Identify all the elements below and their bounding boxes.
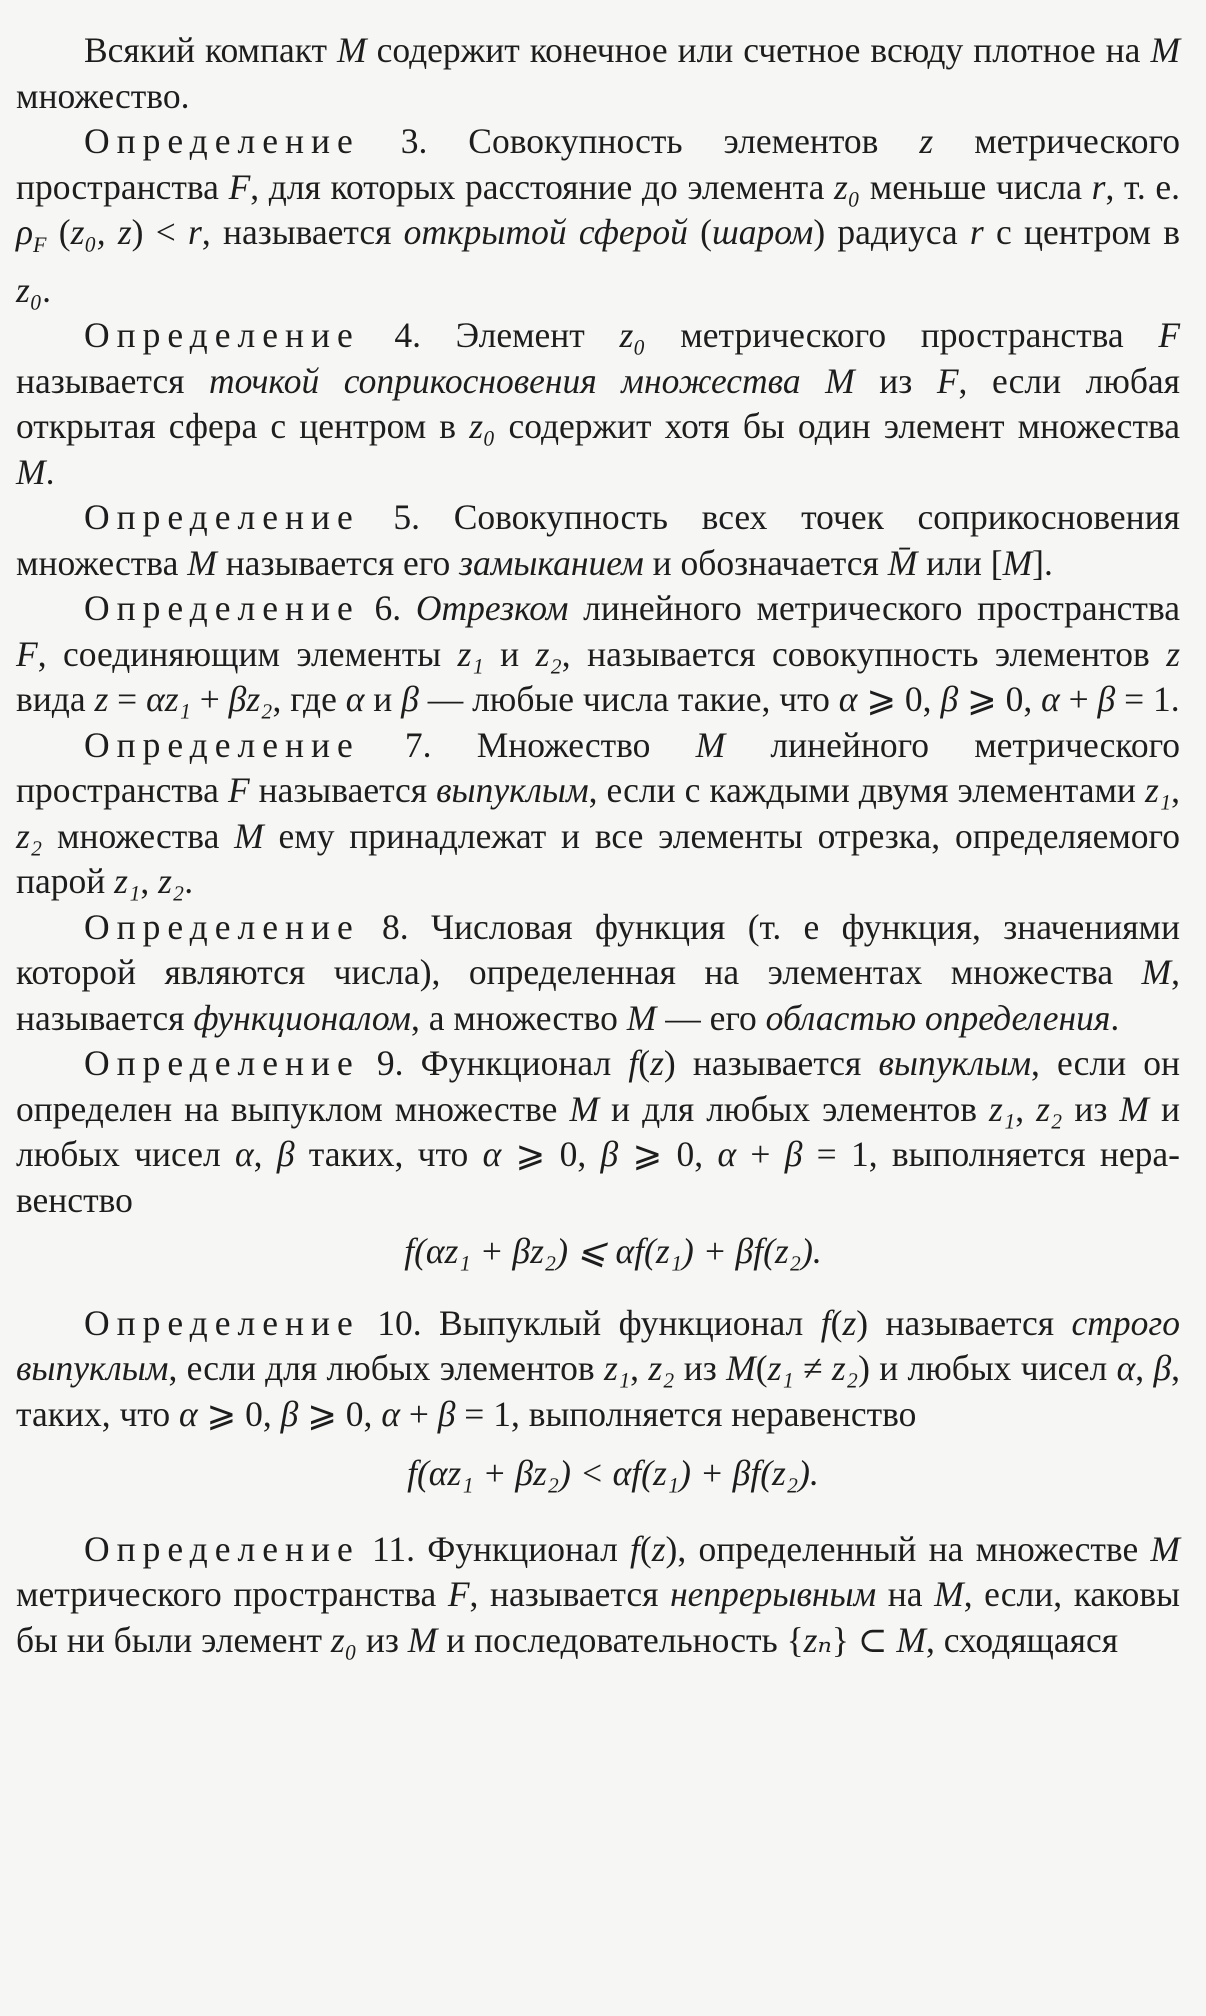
text-run: , если с каждыми двумя элементами (588, 770, 1145, 811)
formula-f1 (16, 1229, 1180, 1275)
text-run: β (600, 1134, 619, 1175)
paragraph-p7 (16, 723, 1180, 905)
text-run: и обозначается (643, 542, 888, 583)
text-run: z (650, 1043, 664, 1084)
definition-label: Определение (84, 497, 360, 538)
paragraph-p9 (16, 1041, 1180, 1223)
text-run: ( (639, 1528, 652, 1569)
text-run: z (1166, 633, 1181, 674)
text-run: , таких, что (16, 1348, 1181, 1434)
text-run: , называется (16, 952, 1180, 1038)
text-run: βz₂ (228, 679, 273, 720)
text-run: ⩾ 0, (618, 1134, 718, 1175)
text-run: F (227, 770, 250, 811)
text-run: 11. Функционал (359, 1528, 631, 1569)
text-run: z (842, 1302, 857, 1343)
text-run: z₁ (114, 861, 141, 902)
text-run: с центром в (983, 212, 1180, 252)
text-run: ) и любых чисел (858, 1348, 1117, 1389)
text-run: M (407, 1619, 438, 1660)
text-run: ) радиуса (813, 212, 970, 252)
text-run: называется (249, 770, 437, 811)
text-run: M (337, 30, 367, 70)
text-run: , называется (469, 1574, 671, 1615)
text-run: z (94, 679, 109, 720)
text-run: F (1158, 315, 1180, 356)
text-run: . (1110, 997, 1120, 1038)
definition-label: Определение (84, 1302, 360, 1343)
text-run: z₂ (1036, 1088, 1063, 1129)
paragraph-p4 (16, 313, 1180, 495)
text-run: 5. Совокупность всех точек соприкосновения множества (16, 497, 1180, 583)
text-run: = 1. (1115, 679, 1180, 720)
definition-label: Определение (84, 1528, 360, 1569)
definition-label: Определение (84, 1043, 360, 1084)
text-run: z₁ (767, 1348, 794, 1389)
text-run: и любых чисел (16, 1088, 1180, 1175)
text-run: M (1150, 1528, 1180, 1569)
text-run: M (695, 724, 726, 765)
text-run: множество. (16, 75, 190, 116)
text-run: β (1097, 679, 1116, 720)
text-run: строго выпуклым (16, 1302, 1181, 1389)
text-run: линейного метрического пространства (16, 724, 1181, 811)
text-run: Всякий компакт (84, 30, 338, 70)
text-run: , т. е. (1105, 166, 1180, 207)
text-run: + (399, 1393, 438, 1434)
definition-label: Определение (84, 315, 360, 356)
text-run: выпуклым (436, 770, 589, 811)
text-run: M (1002, 542, 1033, 583)
text-run: , (1135, 1348, 1154, 1389)
text-run: метрического пространства (16, 1574, 448, 1615)
text-run: или [ (917, 542, 1003, 583)
text-run: M (187, 542, 217, 583)
text-run: на (876, 1574, 935, 1615)
text-run: β (784, 1134, 803, 1175)
text-run: α (178, 1393, 198, 1434)
text-run: содержит хотя бы один элемент множества (495, 406, 1181, 447)
text-run: точкой соприкосновения множества (209, 360, 801, 401)
text-run: , (630, 1348, 649, 1389)
text-run: = 1, выполняется неравенство (16, 1134, 1180, 1220)
text-run: метрического пространства (16, 121, 1180, 207)
text-run: z₀ (330, 1619, 358, 1660)
text-run: ) < (131, 212, 188, 252)
text-run: + (190, 679, 229, 720)
text-run: zₙ (803, 1619, 832, 1660)
text-run: метрического пространства (645, 315, 1159, 356)
text-run: M (16, 451, 46, 492)
text-run: r (1091, 166, 1106, 207)
text-run: z₀ (619, 315, 646, 356)
text-run: z (919, 121, 934, 161)
text-run: M (1119, 1088, 1149, 1129)
text-run: z₀ (16, 269, 43, 310)
text-run: меньше числа (860, 166, 1092, 207)
text-run: , (140, 861, 159, 902)
text-run: и (364, 679, 402, 720)
text-run: шаром (711, 212, 814, 252)
text-run: M (1150, 30, 1181, 70)
text-run: z₂ (16, 815, 43, 856)
definition-label: Определение (84, 724, 360, 765)
text-run: F (447, 1574, 470, 1615)
text-run: таких, что (294, 1134, 483, 1175)
text-run: содержит конечное или счетное всюду плотное на (366, 30, 1151, 70)
text-run: , (253, 1134, 277, 1175)
text-run: непрерывным (670, 1574, 877, 1615)
text-run: F (936, 360, 959, 401)
text-run: f (820, 1302, 831, 1343)
text-run: ⩾ 0, (958, 679, 1042, 720)
text-run: z (651, 1528, 666, 1569)
text-run: α (381, 1393, 400, 1434)
definition-label: Определение (84, 588, 360, 629)
text-run: α (838, 679, 858, 720)
text-run: 8. Числовая функция (т. е функция, значениями которой являются числа), определенная на элементах множества (16, 906, 1180, 993)
paragraph-p6 (16, 586, 1180, 723)
text-run: α (482, 1134, 502, 1175)
text-run: линейного метрического пространства (568, 588, 1180, 629)
text-run: ( (830, 1302, 843, 1343)
text-run: вида (16, 679, 95, 720)
text-run: β (1153, 1348, 1172, 1389)
text-run: α (717, 1134, 737, 1175)
text-run: M (726, 1348, 756, 1389)
text-run: β (276, 1134, 295, 1175)
text-run (801, 361, 826, 401)
text-run: ), определенный на множестве (665, 1528, 1151, 1569)
text-run: 10. Выпуклый функционал (359, 1302, 821, 1343)
text-run: ( (755, 1348, 768, 1389)
text-run: выпуклым (878, 1043, 1031, 1084)
text-run: называется его (216, 542, 460, 583)
text-run: открытой сферой (403, 212, 688, 252)
text-run: M (626, 997, 657, 1038)
text-run: M (569, 1088, 600, 1129)
text-run: — любые числа такие, что (418, 679, 839, 720)
text-run: , если любая открытая сфера с центром в (16, 360, 1180, 447)
text-run: из (674, 1348, 727, 1389)
text-run: и (483, 633, 536, 674)
text-run: z₂ (831, 1348, 859, 1389)
text-run: f(αz₁ + βz₂) < αf(z₁) + βf(z₂). (407, 1453, 819, 1494)
book-page (16, 28, 1180, 1663)
text-run: 7. Множество (359, 724, 696, 765)
text-run: 3. Совокупность элементов (359, 121, 920, 161)
text-run: . (184, 861, 194, 902)
text-run: и для любых элементов (599, 1088, 990, 1129)
text-run: ) называется (856, 1302, 1072, 1343)
text-run: = (108, 679, 147, 720)
text-run: α (1041, 679, 1060, 720)
text-run: , сходящаяся (925, 1619, 1119, 1660)
text-run: . (42, 269, 52, 310)
text-run: f (628, 1043, 639, 1084)
text-run: } ⊂ (831, 1619, 897, 1660)
text-run: , для которых расстояние до элемента (250, 166, 834, 207)
text-run: называется (16, 360, 210, 401)
text-run: M (1141, 952, 1172, 993)
text-run: замыканием (459, 542, 644, 583)
text-run: M (825, 360, 855, 401)
paragraph-p0 (16, 28, 1180, 119)
text-run: αz₁ (146, 679, 191, 720)
text-run: f (630, 1528, 640, 1569)
text-run: M̄ (887, 542, 918, 583)
definition-label: Определение (84, 906, 360, 947)
text-run: из (1062, 1088, 1120, 1129)
text-run: z₂ (535, 633, 562, 674)
text-run: z₂ (158, 861, 185, 902)
text-run: ⩾ 0, (857, 679, 941, 720)
text-run: ему принадлежат и все элементы отрезка, определяемого парой (16, 815, 1180, 902)
text-run: β (401, 679, 419, 720)
text-run: , называется совокупность элементов (561, 633, 1167, 674)
text-run: 9. Функционал (359, 1043, 629, 1084)
paragraph-p5 (16, 495, 1180, 586)
text-run: Отрезком (415, 588, 569, 629)
text-run: z₁ (603, 1348, 631, 1389)
text-run: , где (272, 679, 346, 720)
text-run: f(αz₁ + βz₂) ⩽ αf(z₁) + βf(z₂). (404, 1231, 822, 1272)
text-run: , соединяющим элементы (37, 633, 458, 674)
text-run: z₀ (469, 406, 496, 447)
text-run: , если для любых элементов (168, 1348, 604, 1389)
text-run: , если, каковы бы ни были элемент (16, 1574, 1180, 1660)
paragraph-p10 (16, 1301, 1180, 1438)
paragraph-p8 (16, 905, 1180, 1042)
text-run: 6. (359, 588, 416, 629)
text-run: множества (42, 815, 235, 856)
text-run: ⩾ 0, (298, 1393, 382, 1434)
text-run: , (1015, 1088, 1037, 1129)
text-run: = 1, выполняется неравенство (455, 1393, 917, 1434)
text-run: , (1171, 770, 1180, 811)
text-run: β (437, 1393, 456, 1434)
text-run: 4. Элемент (359, 315, 620, 356)
text-run: z₀ (833, 166, 861, 207)
text-run: ⩾ 0, (197, 1393, 281, 1434)
text-run: α (235, 1134, 254, 1175)
text-run: ≠ (793, 1348, 832, 1389)
text-run: — его (656, 997, 766, 1038)
text-run: ρ (16, 212, 34, 252)
text-run: M (934, 1574, 964, 1615)
text-run: M (234, 815, 264, 856)
text-run: M (896, 1619, 926, 1660)
text-run: F (228, 166, 251, 207)
formula-f2 (16, 1451, 1180, 1497)
text-run: ( (638, 1043, 651, 1084)
text-run: ( (687, 212, 712, 252)
text-run: z₁ (457, 633, 484, 674)
text-run: r (188, 212, 202, 252)
text-run: β (280, 1393, 299, 1434)
text-run: z₂ (648, 1348, 675, 1389)
text-run: r (969, 212, 984, 252)
text-run: ) называется (663, 1043, 879, 1084)
text-run: β (940, 679, 959, 720)
text-run: . (45, 451, 55, 492)
text-run: , а множество (410, 997, 627, 1038)
text-run: z₁ (989, 1088, 1016, 1129)
text-run: , называется (201, 212, 404, 252)
text-run: функционалом (193, 997, 411, 1038)
paragraph-p11 (16, 1527, 1180, 1664)
text-run: и последовательность { (437, 1619, 804, 1660)
text-run: α (1116, 1348, 1136, 1389)
text-run: из (854, 360, 937, 401)
text-run: α (345, 679, 365, 720)
text-run: F (16, 633, 38, 674)
text-run: , если он определен на выпуклом множестве (16, 1043, 1181, 1129)
text-run: ( (46, 212, 71, 252)
text-run: ⩾ 0, (501, 1134, 601, 1175)
text-run: областью определения (765, 997, 1111, 1038)
text-run: F (33, 232, 47, 258)
text-run: z₁ (1144, 770, 1172, 811)
text-run: из (357, 1619, 408, 1660)
text-run: ]. (1032, 542, 1053, 583)
paragraph-p3 (16, 119, 1180, 313)
text-run: + (736, 1134, 785, 1175)
text-run: + (1059, 679, 1098, 720)
definition-label: Определение (84, 121, 360, 161)
text-run: z₀, z (70, 212, 132, 252)
